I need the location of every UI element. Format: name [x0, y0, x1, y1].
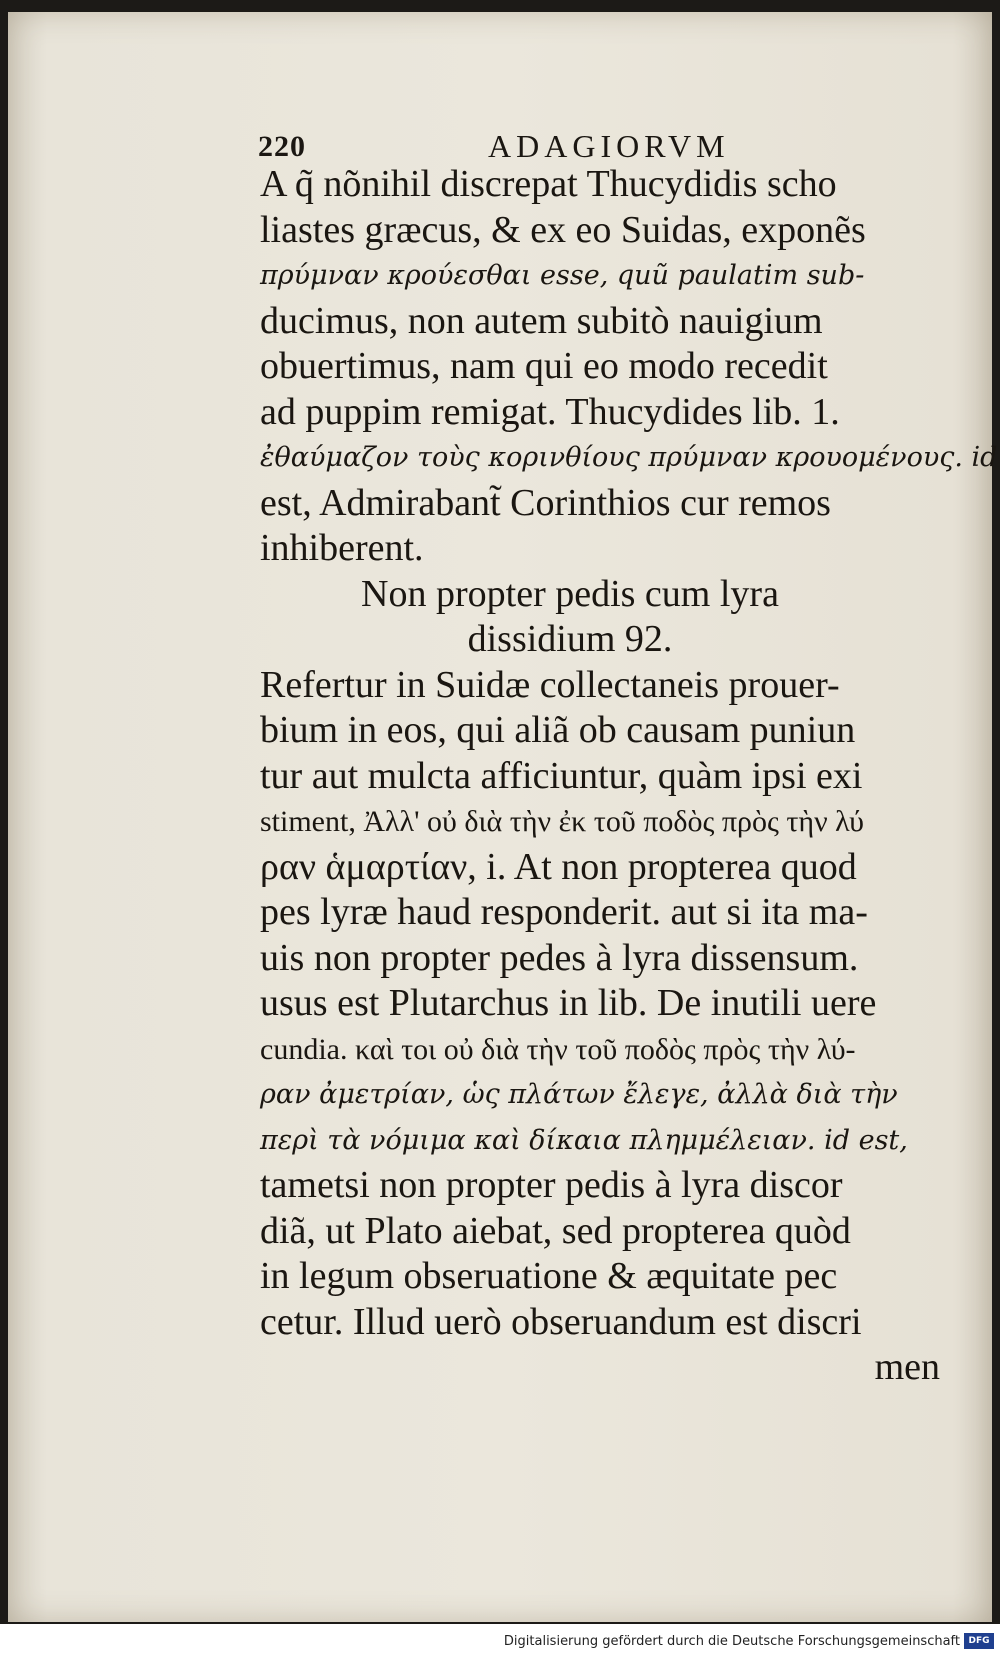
- text-line: tametsi non propter pedis à lyra discor: [260, 1164, 843, 1206]
- greek-line: ἐθαύμαζον τοὺς κορινθίους πρύμναν κρουομένους. id: [260, 442, 998, 473]
- greek-line: περὶ τὰ νόμιμα καὶ δίκαια πλημμέλειαν. id est,: [260, 1124, 908, 1156]
- body-text: [260, 162, 998, 1391]
- funding-credit: Digitalisierung gefördert durch die Deutsche Forschungsgemeinschaft: [503, 1634, 960, 1649]
- text-line: inhiberent.: [260, 527, 424, 569]
- greek-line: πρύμναν κρούεσθαι esse, quũ paulatim sub-: [260, 260, 865, 291]
- text-line: cundia. καὶ τοι οὐ διὰ τὴν τοῦ ποδὸς πρὸς τὴν λύ-: [260, 1032, 856, 1066]
- text-line: diã, ut Plato aiebat, sed propterea quòd: [260, 1209, 851, 1252]
- text-line: bium in eos, qui aliã ob causam puniun: [260, 709, 856, 751]
- text-line: pes lyræ haud responderit. aut si ita ma-: [260, 891, 868, 933]
- text-line: Refertur in Suidæ collectaneis prouer-: [260, 663, 840, 706]
- book-page: [8, 12, 998, 1622]
- text-line: cetur. Illud uerò obseruandum est discri: [260, 1300, 862, 1343]
- text-line: uis non propter pedes à lyra dissensum.: [260, 936, 859, 979]
- running-head: ADAGIORVM: [488, 128, 730, 164]
- digitization-footer: [0, 1624, 1000, 1664]
- text-line: tur aut mulcta afficiuntur, quàm ipsi exi: [260, 754, 863, 797]
- section-heading: Non propter pedis cum lyra: [361, 572, 779, 615]
- dfg-logo: DFG: [964, 1633, 994, 1649]
- text-line: liastes græcus, & ex eo Suidas, exponẽs: [260, 208, 866, 251]
- greek-line: ραν ἀμετρίαν, ὡς πλάτων ἔλεγε, ἀλλὰ διὰ τὴν: [260, 1079, 898, 1110]
- page-number: 220: [258, 130, 306, 163]
- text-line: est, Admirabant̃ Corinthios cur remos: [260, 481, 831, 524]
- page-header: [258, 124, 938, 164]
- text-line: obuertimus, nam qui eo modo recedit: [260, 345, 828, 387]
- text-line: ραν ἁμαρτίαν, i. At non propterea quod: [260, 845, 857, 888]
- text-line: usus est Plutarchus in lib. De inutili uere: [260, 982, 877, 1024]
- text-line: A q̃ nõnihil discrepat Thucydidis scho: [260, 163, 837, 205]
- text-line: ad puppim remigat. Thucydides lib. 1.: [260, 390, 840, 433]
- text-line: ducimus, non autem subitò nauigium: [260, 299, 823, 342]
- catchword: men: [874, 1346, 940, 1388]
- text-line: stiment, Ἀλλ' οὐ διὰ τὴν ἐκ τοῦ ποδὸς πρὸς τὴν λύ: [260, 805, 865, 838]
- text-line: in legum obseruatione & æquitate pec: [260, 1255, 838, 1297]
- section-heading-number: dissidium 92.: [467, 618, 673, 660]
